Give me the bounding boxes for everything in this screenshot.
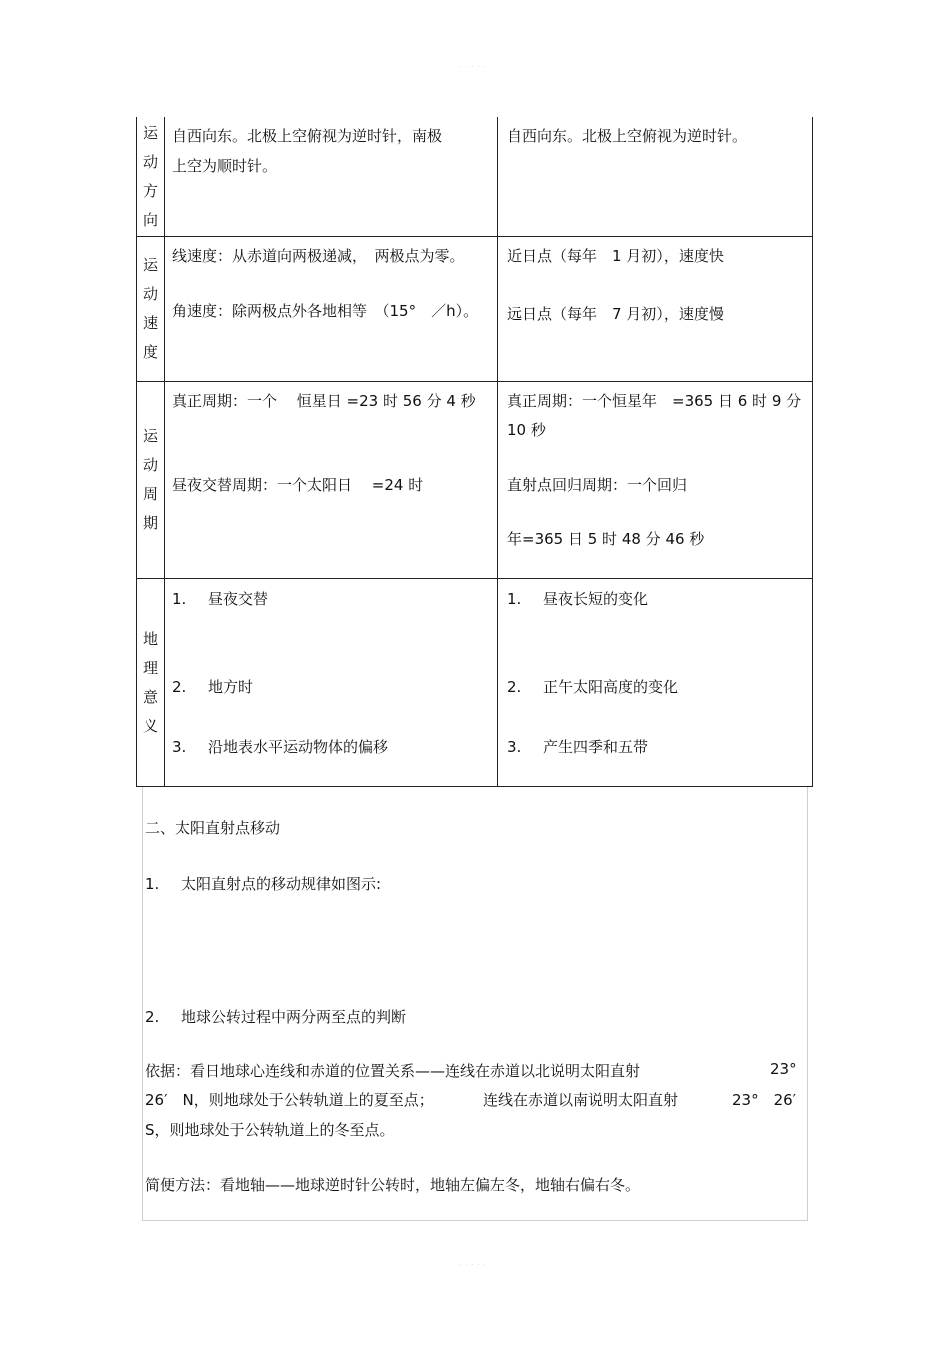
row-label-period: 运 动 周 期 [137,382,165,579]
rotation-significance-cell [165,579,498,787]
text-line: 10 秒 [507,421,546,439]
rotation-period-cell [165,382,498,579]
list-item: 3. 沿地表水平运动物体的偏移 [172,738,389,756]
subsolar-point-section [142,787,808,1221]
row-label-speed: 运 动 速 度 [137,237,165,382]
table-row [137,579,813,787]
rotation-speed-cell [165,237,498,382]
text-line: 角速度：除两极点外各地相等 （15° ／h）。 [172,302,479,320]
revolution-period-cell [498,382,813,579]
rotation-direction-cell [165,117,498,237]
text-line: 年=365 日 5 时 48 分 46 秒 [507,530,705,548]
revolution-significance-cell [498,579,813,787]
list-item: 1. 太阳直射点的移动规律如图示: [145,875,382,893]
basis-line-1: 依据：看日地球心连线和赤道的位置关系——连线在赤道以北说明太阳直射 [145,1062,641,1080]
list-item: 1. 昼夜长短的变化 [507,590,649,608]
row-label-direction: 运 动 方 向 [137,117,165,237]
basis-line-3: S，则地球处于公转轨道上的冬至点。 [145,1121,395,1139]
list-item: 1. 昼夜交替 [172,590,269,608]
text-line: 近日点（每年 1 月初），速度快 [507,247,724,265]
table-row [137,237,813,382]
list-item: 2. 地球公转过程中两分两至点的判断 [145,1008,407,1026]
text-line: 直射点回归周期：一个回归 [507,476,688,494]
text-line: 昼夜交替周期：一个太阳日 =24 时 [172,476,424,494]
text-line: 远日点（每年 7 月初），速度慢 [507,305,724,323]
text-line: 真正周期：一个恒星年 =365 日 6 时 9 分 [507,392,802,410]
footer-mark: · · · · · [460,1262,487,1269]
text-line: 自西向东。北极上空俯视为逆时针，南极 [172,127,443,145]
simple-method: 简便方法：看地轴——地球逆时针公转时，地轴左偏左冬，地轴右偏右冬。 [145,1176,641,1194]
revolution-speed-cell [498,237,813,382]
row-label-significance: 地 理 意 义 [137,579,165,787]
text-line: 真正周期：一个 恒星日 =23 时 56 分 4 秒 [172,392,476,410]
list-item: 3. 产生四季和五带 [507,738,649,756]
table-row [137,117,813,237]
list-item: 2. 正午太阳高度的变化 [507,678,679,696]
list-item: 2. 地方时 [172,678,254,696]
table-row [137,382,813,579]
earth-motion-table [136,117,813,787]
text-line: 线速度：从赤道向两极递减， 两极点为零。 [172,247,465,265]
text-line: 自西向东。北极上空俯视为逆时针。 [507,127,748,145]
basis-line-2b: 连线在赤道以南说明太阳直射 [483,1091,679,1109]
header-mark: · · · · · [460,64,487,71]
basis-degree-2: 23° 26′ [732,1091,797,1109]
section-heading: 二、太阳直射点移动 [145,819,281,837]
basis-line-2: 26′ N，则地球处于公转轨道上的夏至点； [145,1091,434,1109]
text-line: 上空为顺时针。 [172,157,278,175]
basis-degree-1: 23° [770,1060,797,1078]
revolution-direction-cell [498,117,813,237]
